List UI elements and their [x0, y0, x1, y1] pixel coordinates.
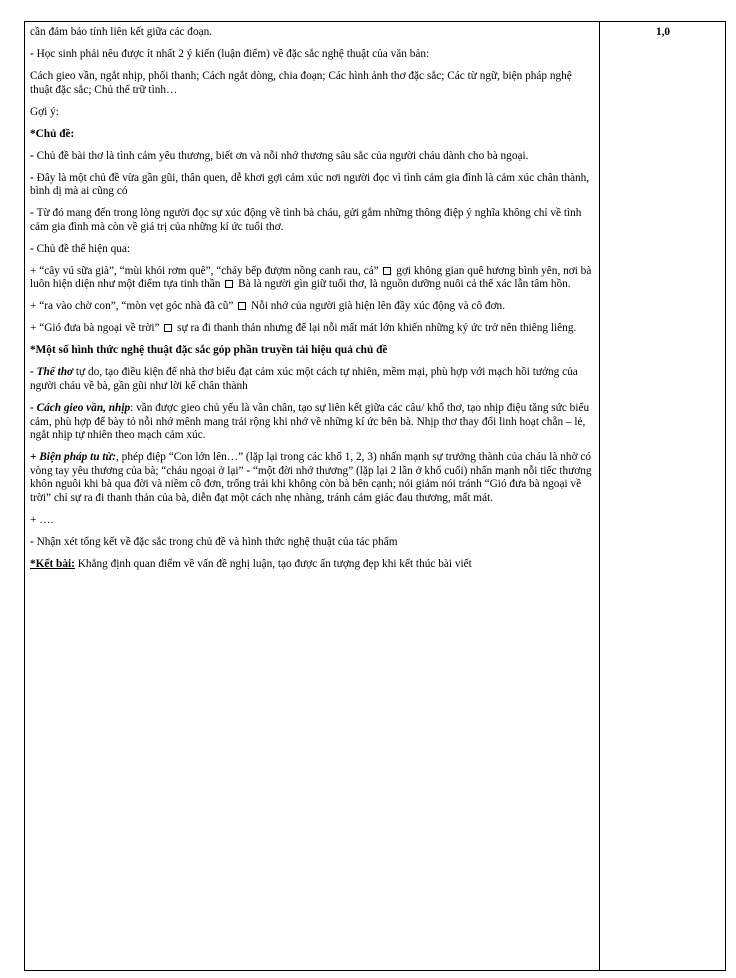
text: Chủ đề bài thơ là tình cảm yêu thương, biết ơn và nỗi nhớ thương sâu sắc của người cháu dành cho bà ngoại. [36, 149, 529, 162]
paragraph [30, 48, 593, 62]
text: cần đảm bảo tính liên kết giữa các đoạn. [30, 26, 213, 38]
paragraph [30, 402, 593, 443]
bullet: - [30, 171, 37, 184]
text: + “ra vào chờ con”, “mòn vẹt góc nhà đã cũ” [30, 300, 237, 313]
text: Cách gieo vần, ngắt nhịp, phối thanh; Cách ngắt dòng, chia đoạn; Các hình ảnh thơ đặc sắc; Các từ ngữ, biện pháp nghệ thuật đặc sắc; Chủ thể trữ tình… [30, 70, 572, 96]
term: - Thể thơ [30, 366, 74, 379]
text: sự ra đi thanh thản nhưng để lại nỗi mất mát lớn khiến những ký ức trở nên thiêng liêng. [174, 322, 577, 335]
paragraph [30, 300, 593, 314]
heading [30, 344, 593, 358]
paragraph [30, 536, 593, 550]
text: + “Gió đưa bà ngoại về trời” [30, 322, 163, 335]
text: + “cây vú sữa già”, “mùi khói rơm quê”, “cháy bếp đượm nồng canh rau, cá” [30, 264, 382, 277]
column-divider [599, 22, 600, 970]
paragraph [30, 207, 593, 234]
bullet: - [246, 464, 253, 477]
box-symbol-icon [383, 267, 391, 275]
text: “một đời nhớ thương” (lặp lại 2 lần ở khổ cuối) nhấn mạnh nỗi tiếc thương khôn nguôi khi bà qua đời và niềm cô đơn, trống trải khi không còn bà bên cạnh; nói giảm nói tránh “Gió đưa bà ngoại về trời” chỉ sự ra đi thanh thản của bà, diễn đạt một cách nhẹ nhàng, tránh cảm giác đau thương, mất mát. [30, 464, 592, 504]
paragraph [30, 26, 593, 40]
paragraph [30, 70, 593, 97]
paragraph [30, 451, 593, 505]
paragraph [30, 265, 593, 292]
box-symbol-icon [164, 324, 172, 332]
text: Từ đó mang đến trong lòng người đọc sự xúc động về tình bà cháu, gửi gắm những thông điệp ý nghĩa không chỉ về tình cảm gia đình mà còn về giá trị của những kí ức tuổi thơ. [30, 207, 582, 233]
paragraph [30, 243, 593, 257]
text: gợi không gian quê hương bình yên, nơi bà luôn hiện diện như một điểm tựa tinh thần [30, 264, 592, 291]
paragraph [30, 514, 593, 528]
text: Khẳng định quan điểm về vấn đề nghị luận, tạo được ấn tượng đẹp khi kết thúc bài viết [74, 557, 472, 570]
term: - Cách gieo vần, nhịp [30, 401, 131, 414]
text: Nhận xét tổng kết về đặc sắc trong chủ đề và hình thức nghệ thuật của tác phẩm [36, 535, 398, 548]
paragraph [30, 558, 593, 572]
term: Biện pháp tu từ: [39, 451, 117, 464]
score-cell: 1,0 [655, 26, 671, 38]
text: Gợi ý: [30, 105, 59, 118]
box-symbol-icon [238, 302, 246, 310]
bullet: - [30, 535, 37, 548]
text: + …. [30, 513, 54, 526]
text: Chủ đề thể hiện qua: [36, 242, 131, 255]
heading-text: *Kết bài: [30, 557, 75, 570]
bullet: - [30, 242, 37, 255]
paragraph [30, 172, 593, 199]
paragraph [30, 106, 593, 120]
paragraph [30, 366, 593, 393]
heading [30, 128, 593, 142]
paragraph [30, 322, 593, 336]
bullet: - [30, 48, 37, 61]
bullet: - [30, 149, 37, 162]
heading-text: *Một số hình thức nghệ thuật đặc sắc góp phần truyền tải hiệu quả chủ đề [30, 344, 388, 357]
text: Bà là người gìn giữ tuổi thơ, là nguồn dưỡng nuôi cả thể xác lẫn tâm hồn. [235, 278, 571, 291]
box-symbol-icon [225, 280, 233, 288]
text: , phép điệp “Con lớn lên…” (lặp lại trong các khổ 1, 2, 3) nhấn mạnh sự trưởng thành của cháu là nhờ có vòng tay yêu thương của bà; “cháu ngoại ở lại” [30, 451, 592, 477]
paragraph [30, 150, 593, 164]
bullet: - [30, 207, 37, 220]
answer-table [24, 21, 726, 971]
text: : vần được gieo chủ yếu là vần chân, tạo sự liên kết giữa các câu/ khổ thơ, tạo nhịp điệu tăng sức biểu cảm, phù hợp để bày tỏ nỗi nhớ mênh mang trải rộng khi nhớ về những kí ức bên bà. Nhịp thơ thay đổi linh hoạt chẵn – lẻ, ngắt nhịp tự nhiên theo mạch cảm xúc. [30, 401, 590, 442]
heading-text: *Chủ đề: [30, 127, 75, 140]
text: Học sinh phải nêu được ít nhất 2 ý kiến (luận điểm) về đặc sắc nghệ thuật của văn bản: [36, 48, 430, 61]
text: tự do, tạo điều kiện để nhà thơ biểu đạt cảm xúc một cách tự nhiên, mềm mại, phù hợp với mạch hồi tưởng của người cháu về bà, gần gũi như lời kể chân thành [30, 366, 578, 392]
text: Nỗi nhớ của người già hiện lên đầy xúc động và cô đơn. [248, 300, 506, 313]
text: Đây là một chủ đề vừa gần gũi, thân quen, dễ khơi gợi cảm xúc nơi người đọc vì tình cảm gia đình là cảm xúc chân thành, bình dị mà ai cũng có [30, 171, 590, 198]
bullet: + [30, 451, 40, 464]
content-cell [30, 26, 593, 580]
